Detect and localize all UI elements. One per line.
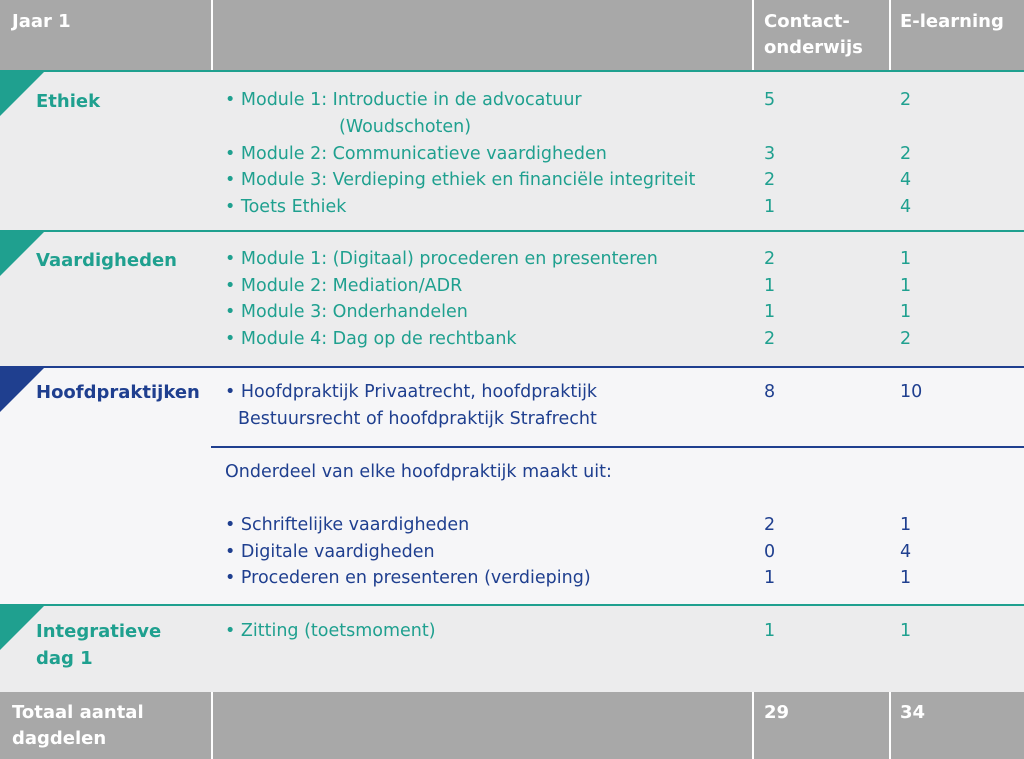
list-item-continuation: (Woudschoten) xyxy=(339,117,472,137)
list-item: • Module 2: Mediation/ADR xyxy=(225,276,463,296)
footer-col-separator xyxy=(211,692,213,759)
header-col-separator xyxy=(889,0,891,70)
footer-col-separator xyxy=(752,692,754,759)
contact-value: 3 xyxy=(764,144,776,164)
list-item: • Module 3: Onderhandelen xyxy=(225,302,468,322)
elearning-value: 4 xyxy=(900,197,912,217)
contact-value: 2 xyxy=(764,170,776,190)
contact-value: 0 xyxy=(764,542,776,562)
footer-label-line2: dagdelen xyxy=(12,728,107,749)
list-item: • Digitale vaardigheden xyxy=(225,542,435,562)
section-integratieve-title-line2: dag 1 xyxy=(36,648,93,669)
section-ethiek-title: Ethiek xyxy=(36,91,101,112)
contact-value: 5 xyxy=(764,90,776,110)
contact-value: 1 xyxy=(764,276,776,296)
elearning-value: 1 xyxy=(900,515,912,535)
contact-value: 1 xyxy=(764,621,776,641)
list-item: • Module 1: (Digitaal) procederen en presenteren xyxy=(225,249,658,269)
elearning-value: 4 xyxy=(900,170,912,190)
contact-value: 1 xyxy=(764,568,776,588)
header-year: Jaar 1 xyxy=(12,11,71,32)
footer-contact-total: 29 xyxy=(764,702,790,723)
elearning-value: 10 xyxy=(900,382,923,402)
footer-label xyxy=(12,700,144,752)
table-footer xyxy=(0,692,1024,759)
footer-col-separator xyxy=(889,692,891,759)
section-vaardigheden-title: Vaardigheden xyxy=(36,250,177,271)
contact-value: 8 xyxy=(764,382,776,402)
section-hoofdpraktijken-top-line xyxy=(0,366,1024,368)
list-item: • Module 2: Communicatieve vaardigheden xyxy=(225,144,607,164)
hoofdpraktijken-divider xyxy=(211,446,1024,448)
list-item: • Module 1: Introductie in de advocatuur xyxy=(225,90,582,110)
elearning-value: 4 xyxy=(900,542,912,562)
section-integratieve-top-line xyxy=(0,604,1024,606)
list-item: • Schriftelijke vaardigheden xyxy=(225,515,470,535)
contact-value: 2 xyxy=(764,329,776,349)
list-item: • Procederen en presenteren (verdieping) xyxy=(225,568,591,588)
contact-value: 2 xyxy=(764,515,776,535)
list-item: • Module 3: Verdieping ethiek en financiële integriteit xyxy=(225,170,696,190)
elearning-value: 1 xyxy=(900,249,912,269)
section-hoofdpraktijken-title: Hoofdpraktijken xyxy=(36,382,200,403)
table-header xyxy=(0,0,1024,70)
header-contact-onderwijs xyxy=(764,9,863,61)
footer-label-line1: Totaal aantal xyxy=(12,702,144,723)
list-item: • Zitting (toetsmoment) xyxy=(225,621,436,641)
list-item: • Hoofdpraktijk Privaatrecht, hoofdpraktijk xyxy=(225,382,598,402)
header-contact-line1: Contact- xyxy=(764,11,850,32)
section-vaardigheden-top-line xyxy=(0,230,1024,232)
elearning-value: 2 xyxy=(900,90,912,110)
elearning-value: 1 xyxy=(900,276,912,296)
section-ethiek-top-line xyxy=(0,70,1024,72)
list-item: • Toets Ethiek xyxy=(225,197,347,217)
contact-value: 1 xyxy=(764,197,776,217)
elearning-value: 1 xyxy=(900,621,912,641)
header-col-separator xyxy=(752,0,754,70)
header-contact-line2: onderwijs xyxy=(764,37,863,58)
sub-heading: Onderdeel van elke hoofdpraktijk maakt uit: xyxy=(225,462,612,482)
list-item-continuation: Bestuursrecht of hoofdpraktijk Strafrecht xyxy=(238,409,597,429)
elearning-value: 2 xyxy=(900,329,912,349)
list-item: • Module 4: Dag op de rechtbank xyxy=(225,329,517,349)
header-elearning: E-learning xyxy=(900,11,1004,32)
section-integratieve-title xyxy=(36,618,161,672)
footer-elearning-total: 34 xyxy=(900,702,926,723)
contact-value: 2 xyxy=(764,249,776,269)
elearning-value: 2 xyxy=(900,144,912,164)
header-col-separator xyxy=(211,0,213,70)
section-integratieve-title-line1: Integratieve xyxy=(36,621,162,642)
elearning-value: 1 xyxy=(900,302,912,322)
contact-value: 1 xyxy=(764,302,776,322)
elearning-value: 1 xyxy=(900,568,912,588)
